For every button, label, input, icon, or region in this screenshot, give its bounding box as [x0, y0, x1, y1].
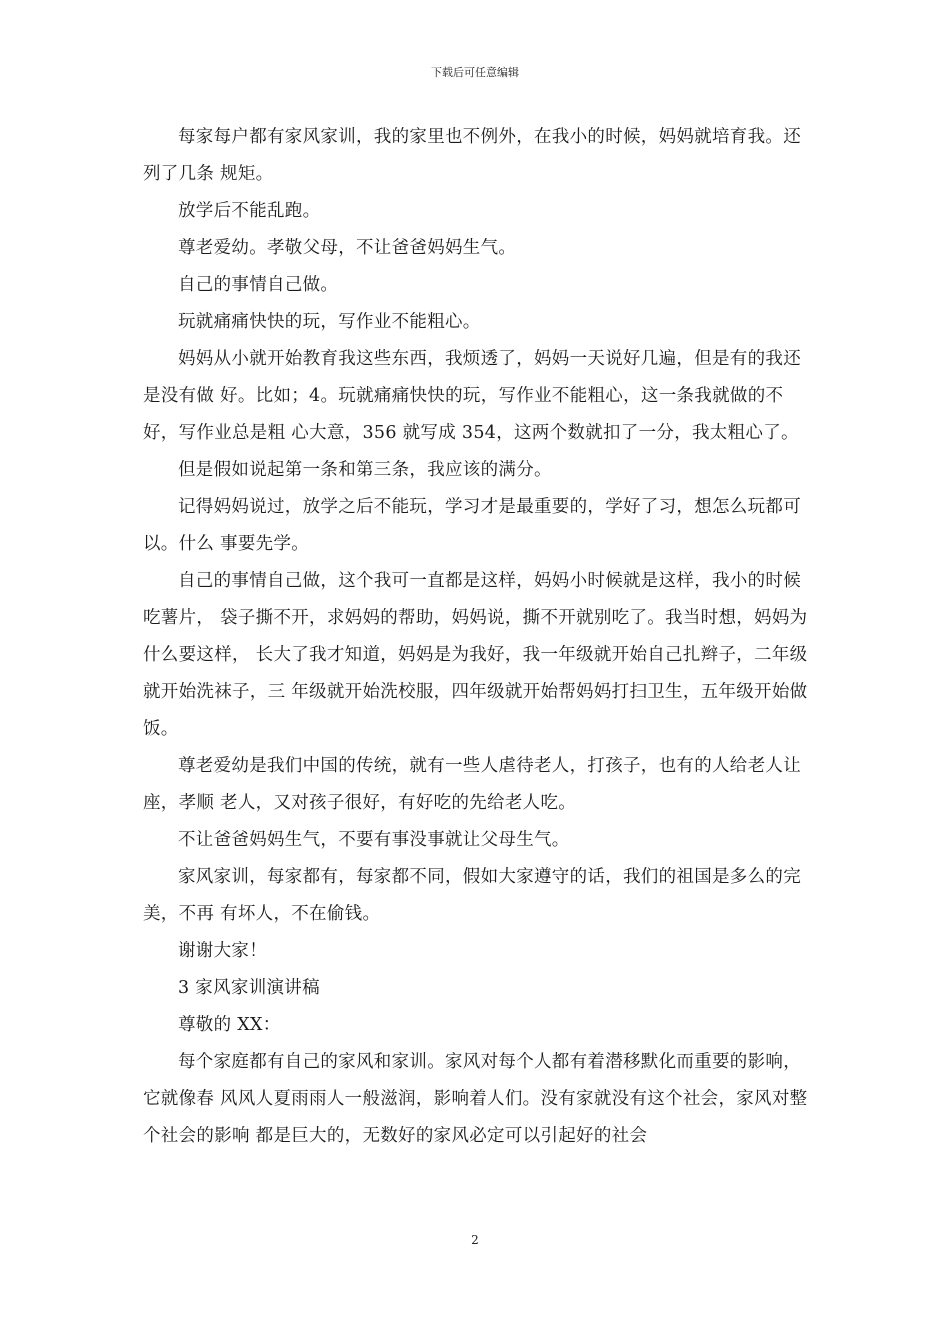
paragraph-16: 每个家庭都有自己的家风和家训。家风对每个人都有着潜移默化而重要的影响，它就像春 风风人夏雨雨人一般滋润，影响着人们。没有家就没有这个社会，家风对整个社会的影响 都是巨大的，无数好的家风必定可以引起好的社会 — [143, 1052, 808, 1146]
paragraph-2: 放学后不能乱跑。 — [178, 201, 321, 221]
paragraph-7: 但是假如说起第一条和第三条，我应该的满分。 — [178, 460, 552, 480]
salutation: 尊敬的 XX： — [178, 1015, 281, 1035]
paragraph-8: 记得妈妈说过，放学之后不能玩，学习才是最重要的，学好了习，想怎么玩都可以。什么 事要先学。 — [143, 497, 801, 554]
paragraph-12: 家风家训，每家都有，每家都不同，假如大家遵守的话，我们的祖国是多么的完美，不再 有坏人，不在偷钱。 — [143, 867, 801, 924]
page-number: 2 — [471, 1233, 479, 1247]
page-header: 下载后可任意编辑 — [431, 66, 519, 79]
paragraph-1: 每家每户都有家风家训，我的家里也不例外，在我小的时候，妈妈就培育我。还列了几条 规矩。 — [143, 127, 801, 184]
paragraph-9: 自己的事情自己做，这个我可一直都是这样，妈妈小时候就是这样，我小的时候吃薯片， 袋子撕不开，求妈妈的帮助，妈妈说，撕不开就别吃了。我当时想，妈妈为什么要这样， 长大了我才知道，妈妈是为我好，我一年级就开始自己扎辫子，二年级就开始洗袜子，三 年级就开始洗校服，四年级就开始帮妈妈打扫卫生，五年级开始做饭。 — [143, 571, 808, 739]
paragraph-6: 妈妈从小就开始教育我这些东西，我烦透了，妈妈一天说好几遍，但是有的我还是没有做 好。比如；4。玩就痛痛快快的玩，写作业不能粗心，这一条我就做的不好，写作业总是粗 心大意，356 就写成 354，这两个数就扣了一分，我太粗心了。 — [143, 349, 801, 443]
paragraph-3: 尊老爱幼。孝敬父母，不让爸爸妈妈生气。 — [178, 238, 517, 258]
paragraph-4: 自己的事情自己做。 — [178, 275, 339, 295]
document-body — [143, 119, 809, 1155]
section-heading: 3 家风家训演讲稿 — [178, 978, 320, 998]
paragraph-13: 谢谢大家！ — [178, 941, 267, 961]
paragraph-10: 尊老爱幼是我们中国的传统，就有一些人虐待老人，打孩子，也有的人给老人让座，孝顺 老人，又对孩子很好，有好吃的先给老人吃。 — [143, 756, 801, 813]
paragraph-5: 玩就痛痛快快的玩，写作业不能粗心。 — [178, 312, 481, 332]
paragraph-11: 不让爸爸妈妈生气，不要有事没事就让父母生气。 — [178, 830, 570, 850]
